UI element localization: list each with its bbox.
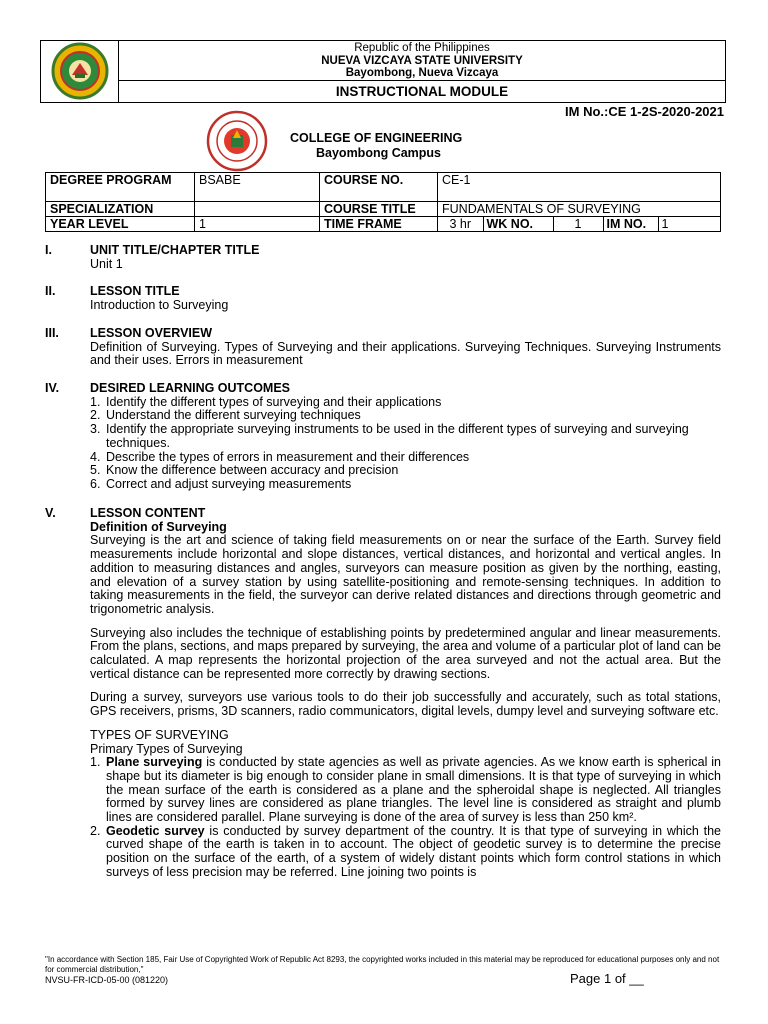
course-title-label: COURSE TITLE bbox=[320, 202, 438, 217]
university-seal-cell bbox=[41, 41, 119, 102]
list-item: 5. Know the difference between accuracy and precision bbox=[90, 463, 399, 478]
list-item: 2. Understand the different surveying techniques bbox=[90, 408, 361, 423]
section-heading: LESSON OVERVIEW bbox=[90, 326, 213, 340]
section-number: II. bbox=[45, 284, 56, 298]
course-info-table bbox=[45, 172, 721, 232]
table-row bbox=[46, 202, 721, 217]
section-text: Definition of Surveying. Types of Surveying and their applications. Surveying Techniques. Surveying Instruments and their uses. Errors in measurement bbox=[90, 339, 721, 368]
section-heading: UNIT TITLE/CHAPTER TITLE bbox=[90, 243, 260, 257]
im-no-value: 1 bbox=[661, 217, 669, 231]
table-row bbox=[46, 217, 721, 232]
copyright-note: "In accordance with Section 185, Fair Use of Copyrighted Work of Republic Act 8293, the copyrighted works included in this material may be reproduced for educational purposes only and not for commercial distribution," bbox=[45, 955, 720, 974]
time-frame-value: 3 hr bbox=[438, 217, 483, 231]
section-text: Introduction to Surveying bbox=[90, 297, 229, 312]
types-heading: TYPES OF SURVEYING bbox=[90, 727, 229, 742]
year-level-value: 1 bbox=[195, 217, 320, 232]
section-heading: LESSON TITLE bbox=[90, 284, 180, 298]
survey-types-list bbox=[90, 756, 721, 879]
wk-no-value: 1 bbox=[553, 217, 603, 231]
section-lesson-content bbox=[45, 507, 721, 880]
university-name: NUEVA VIZCAYA STATE UNIVERSITY bbox=[321, 54, 523, 67]
section-lesson-overview bbox=[45, 327, 721, 368]
primary-types-heading: Primary Types of Surveying bbox=[90, 741, 243, 756]
college-block bbox=[290, 131, 462, 161]
section-text: Unit 1 bbox=[90, 256, 123, 271]
course-no-label: COURSE NO. bbox=[320, 173, 438, 202]
section-heading: LESSON CONTENT bbox=[90, 506, 206, 520]
section-learning-outcomes bbox=[45, 382, 721, 492]
section-unit-title bbox=[45, 244, 721, 271]
specialization-label: SPECIALIZATION bbox=[46, 202, 195, 217]
list-item: 2. Geodetic survey is conducted by survey department of the country. It is that type of surveying in which the curved shape of the earth is taken in to account. The object of geodetic survey is to determine the precise position on the surface of the earth, of a system of widely distant points which form control stations in which surveys of less precision may be referred. Line joining two points is bbox=[90, 823, 722, 879]
university-location: Bayombong, Nueva Vizcaya bbox=[345, 67, 499, 79]
course-no-value: CE-1 bbox=[438, 173, 721, 202]
list-item: 3. Identify the appropriate surveying instruments to be used in the different types of surveying and surveying techniques. bbox=[90, 422, 689, 450]
specialization-value bbox=[195, 202, 320, 217]
college-name: COLLEGE OF ENGINEERING bbox=[290, 131, 463, 145]
list-item: 4. Describe the types of errors in measurement and their differences bbox=[90, 449, 470, 464]
section-heading: DESIRED LEARNING OUTCOMES bbox=[90, 381, 291, 395]
college-seal-icon bbox=[206, 110, 268, 172]
header-university-info bbox=[119, 41, 725, 81]
republic-line: Republic of the Philippines bbox=[354, 42, 490, 54]
im-number: IM No.:CE 1-2S-2020-2021 bbox=[565, 104, 724, 119]
list-item: 1. Plane surveying is conducted by state agencies as well as private agencies. As we know earth is spherical in shape but its diameter is big enough to consider plane in small dimensions. It is that type of surveying in which the mean surface of the earth is considered as a plane and the spheroidal shape is neglected. All triangles formed by survey lines are considered as plane triangles. The level line is considered as straight and plumb lines are considered parallel. Plane surveying is done of the area of survey is less than 250 km². bbox=[90, 755, 722, 825]
paragraph: Surveying is the art and science of taking field measurements on or near the surface of the Earth. Survey field measurements include horizontal and slope distances, vertical distances, and horizontal and vertical angles. In addition to measuring distances and angles, surveyors can measure position as given by the northing, easting, and elevation of a survey station by using satellite-positioning and remote-sensing techniques. In addition to taking measurements in the field, the surveyor can derive related distances and directions through geometric and trigonometric analysis. bbox=[90, 533, 721, 616]
degree-value: BSABE bbox=[195, 173, 320, 202]
outcomes-list bbox=[90, 396, 721, 492]
document-header bbox=[40, 40, 726, 103]
college-campus: Bayombong Campus bbox=[316, 146, 442, 160]
wk-no-label: WK NO. bbox=[483, 217, 553, 231]
paragraph: During a survey, surveyors use various tools to do their job successfully and accurately, such as total stations, GPS receivers, prisms, 3D scanners, radio communicators, digital levels, dumpy level and surveying software etc. bbox=[90, 690, 721, 719]
time-frame-label: TIME FRAME bbox=[320, 217, 438, 232]
page-number: Page 1 of __ bbox=[570, 971, 644, 986]
time-frame-cell bbox=[438, 217, 721, 232]
section-number: IV. bbox=[45, 381, 60, 395]
paragraph: Surveying also includes the technique of establishing points by predetermined angular and linear measurements. From the plans, sections, and maps prepared by surveying, the area and volume of a particular plot of land can be calculated. A map represents the horizontal projection of the area surveyed and not the actual area. But the vertical distance can be represented more correctly by drawing sections. bbox=[90, 625, 721, 681]
plane-surveying-term: Plane surveying bbox=[106, 755, 203, 770]
year-level-label: YEAR LEVEL bbox=[46, 217, 195, 232]
degree-label: DEGREE PROGRAM bbox=[46, 173, 195, 202]
section-number: I. bbox=[45, 243, 52, 257]
section-lesson-title bbox=[45, 285, 721, 312]
definition-subheading: Definition of Surveying bbox=[90, 519, 227, 534]
form-code: NVSU-FR-ICD-05-00 (081220) bbox=[45, 975, 169, 985]
table-row bbox=[46, 173, 721, 202]
course-title-value: FUNDAMENTALS OF SURVEYING bbox=[438, 202, 721, 217]
list-item: 1. Identify the different types of surveying and their applications bbox=[90, 394, 442, 409]
geodetic-survey-term: Geodetic survey bbox=[106, 823, 205, 838]
im-no-label: IM NO. bbox=[603, 217, 658, 231]
university-seal-icon bbox=[41, 41, 119, 102]
section-number: V. bbox=[45, 506, 56, 520]
list-item: 6. Correct and adjust surveying measurements bbox=[90, 476, 352, 491]
time-frame-subtable bbox=[438, 217, 720, 231]
module-title: INSTRUCTIONAL MODULE bbox=[335, 84, 509, 99]
section-number: III. bbox=[45, 326, 59, 340]
